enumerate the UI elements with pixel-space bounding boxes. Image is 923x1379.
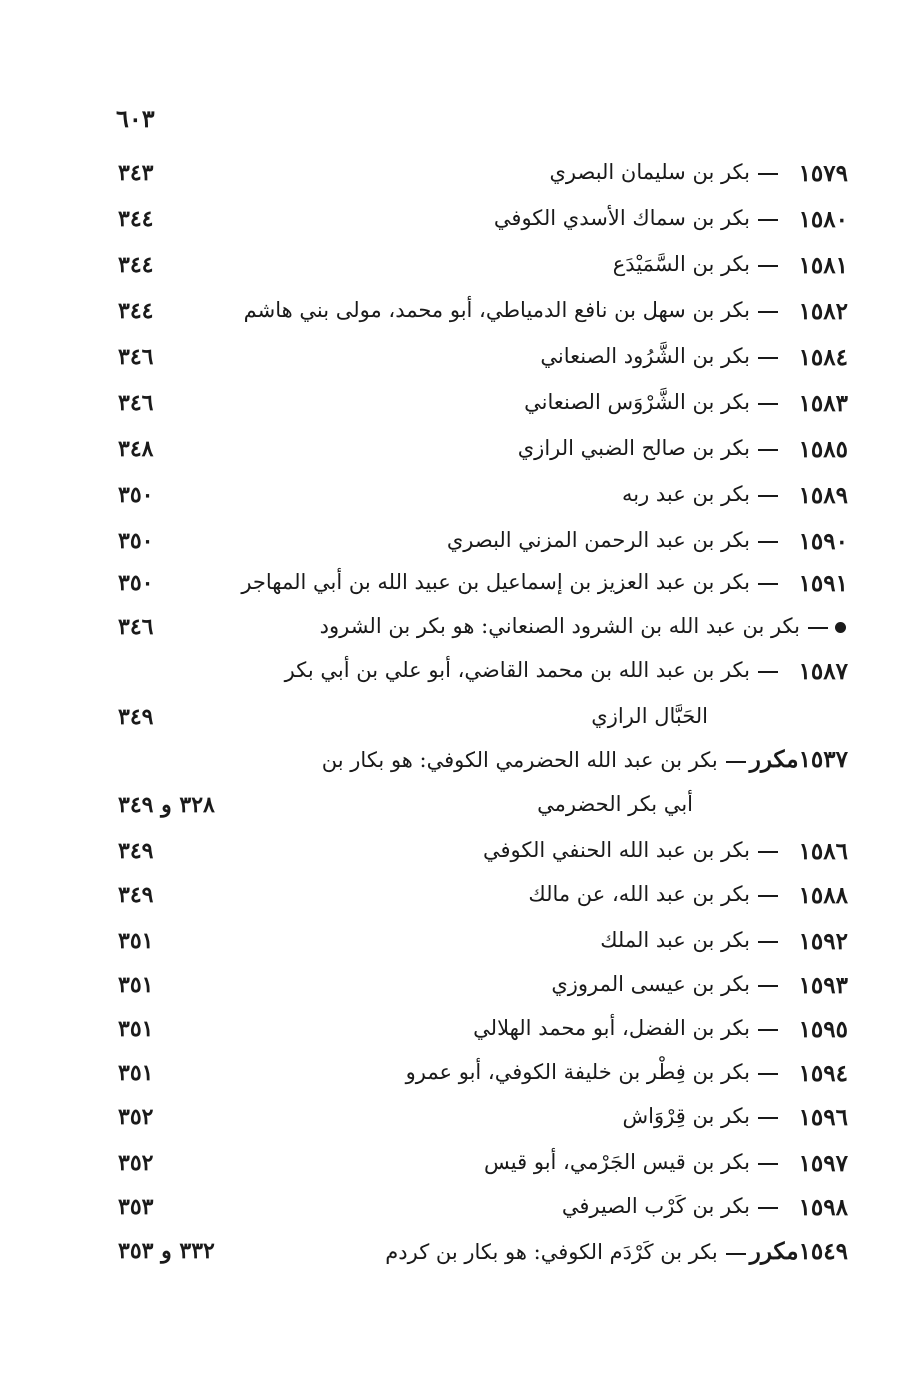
entry-number: ١٥٨٦	[798, 838, 848, 865]
page-number: ٦٠٣	[116, 104, 155, 133]
entry-pages: ٣٤٦	[118, 390, 154, 416]
entry-name: ١٥٤٩مكرربكر بن كَرْدَم الكوفي: هو بكار بن كردم	[385, 1238, 848, 1265]
entry-pages: ٣٥٠	[118, 570, 154, 596]
entry-name: بكر بن قِرْوَاش	[623, 1104, 782, 1128]
entry-number: ١٥٩٦	[798, 1104, 848, 1131]
entry-dash	[758, 265, 778, 267]
index-entry	[110, 838, 848, 882]
entry-dash	[758, 985, 778, 987]
entry-dash	[758, 219, 778, 221]
entry-dash	[758, 1207, 778, 1209]
entry-name: بكر بن الشَّرُود الصنعاني	[540, 344, 782, 368]
entry-name: بكر بن قيس الجَرْمي، أبو قيس	[484, 1150, 782, 1174]
entry-name: بكر بن عبد الله الحنفي الكوفي	[483, 838, 782, 862]
entry-name: بكر بن السَّمَيْدَع	[613, 252, 782, 276]
entry-number: ١٥٩٥	[798, 1016, 848, 1043]
entry-dash	[758, 173, 778, 175]
index-entry	[110, 206, 848, 250]
entry-pages: ٣٥٢	[118, 1150, 154, 1176]
entry-dash	[758, 1117, 778, 1119]
entry-pages: ٣٥١	[118, 928, 154, 954]
entry-number: ١٥٤٩مكرر	[749, 1238, 848, 1265]
entry-number: ١٥٩٨	[798, 1194, 848, 1221]
entry-dash	[758, 1029, 778, 1031]
entry-number: ١٥٩١	[798, 570, 848, 597]
entry-pages: ٣٥٠	[118, 482, 154, 508]
entry-number: ١٥٣٧مكرر	[749, 746, 848, 773]
entry-number: ١٥٨٤	[798, 344, 848, 371]
entry-continuation: أبي بكر الحضرمي	[537, 792, 693, 816]
entry-name: بكر بن عبد الله، عن مالك	[528, 882, 782, 906]
entry-dash	[758, 1163, 778, 1165]
entry-pages: ٣٤٦	[118, 614, 154, 640]
entry-dash	[758, 671, 778, 673]
index-entry	[110, 344, 848, 388]
entry-dash	[758, 357, 778, 359]
entry-name: بكر بن الفضل، أبو محمد الهلالي	[473, 1016, 782, 1040]
entry-pages: ٣٤٩	[118, 704, 154, 730]
entry-pages: ٣٤٦	[118, 344, 154, 370]
index-entry-repeat	[110, 1238, 848, 1282]
entry-dash	[758, 495, 778, 497]
index-entry	[110, 570, 848, 614]
index-entry	[110, 436, 848, 480]
entry-name: بكر بن صالح الضبي الرازي	[518, 436, 782, 460]
entry-name: بكر بن الشَّرْوَس الصنعاني	[524, 390, 782, 414]
entry-number: ١٥٩٧	[798, 1150, 848, 1177]
entry-number: ١٥٩٠	[798, 528, 848, 555]
entry-number: ١٥٨٩	[798, 482, 848, 509]
index-entry	[110, 298, 848, 342]
entry-continuation: الحَبَّال الرازي	[591, 704, 708, 728]
entry-dash	[758, 583, 778, 585]
entry-dash	[758, 541, 778, 543]
entry-number: ١٥٨٣	[798, 390, 848, 417]
index-entry	[110, 1150, 848, 1194]
index-entry	[110, 1060, 848, 1104]
entry-dash	[758, 449, 778, 451]
entry-pages: ٣٥١	[118, 1016, 154, 1042]
entry-name: بكر بن كَرْب الصيرفي	[562, 1194, 782, 1218]
entry-pages: ٣٤٩	[118, 882, 154, 908]
entry-dash	[808, 627, 828, 629]
entry-number: ١٥٨٠	[798, 206, 848, 233]
entry-pages: ٣٤٤	[118, 298, 154, 324]
index-entry	[110, 882, 848, 926]
bullet-icon	[835, 622, 846, 633]
index-entry	[110, 252, 848, 296]
entry-number: ١٥٩٢	[798, 928, 848, 955]
entry-pages: ٣٣٢ و ٣٥٣	[118, 1238, 215, 1264]
index-entry	[110, 528, 848, 572]
index-entry	[110, 1016, 848, 1060]
index-entry-repeat	[110, 746, 848, 790]
entry-name: بكر بن عبد الرحمن المزني البصري	[447, 528, 782, 552]
entry-pages: ٣٥٠	[118, 528, 154, 554]
entry-name: بكر بن عبد الله بن محمد القاضي، أبو علي بن أبي بكر	[285, 658, 782, 682]
index-entry	[110, 390, 848, 434]
entry-name: بكر بن عبد الملك	[600, 928, 782, 952]
entry-name: بكر بن سماك الأسدي الكوفي	[494, 206, 782, 230]
index-entry	[110, 972, 848, 1016]
entry-number: ١٥٨٧	[798, 658, 848, 685]
entry-number: ١٥٨٢	[798, 298, 848, 325]
entry-dash	[726, 1253, 746, 1255]
entry-pages: ٣٢٨ و ٣٤٩	[118, 792, 215, 818]
index-entry	[110, 160, 848, 204]
entry-pages: ٣٤٣	[118, 160, 154, 186]
entry-name: بكر بن عبد العزيز بن إسماعيل بن عبيد الله بن أبي المهاجر	[241, 570, 782, 594]
entry-pages: ٣٥٢	[118, 1104, 154, 1130]
index-entry-continuation	[110, 704, 848, 748]
entry-name: بكر بن عبد الله بن الشرود الصنعاني: هو بكر بن الشرود	[320, 614, 832, 638]
index-entry	[110, 1104, 848, 1148]
entry-dash	[758, 851, 778, 853]
entry-name: بكر بن عيسى المروزي	[551, 972, 782, 996]
entry-dash	[758, 895, 778, 897]
entry-number: ١٥٨٨	[798, 882, 848, 909]
entry-dash	[758, 941, 778, 943]
entry-dash	[726, 761, 746, 763]
entry-number: ١٥٨٥	[798, 436, 848, 463]
entry-name: ١٥٣٧مكرربكر بن عبد الله الحضرمي الكوفي: هو بكار بن	[321, 746, 848, 773]
entry-pages: ٣٤٤	[118, 206, 154, 232]
entry-name: بكر بن فِطْر بن خليفة الكوفي، أبو عمرو	[406, 1060, 782, 1084]
entry-name: بكر بن سهل بن نافع الدمياطي، أبو محمد، مولى بني هاشم	[244, 298, 782, 322]
entry-pages: ٣٥١	[118, 1060, 154, 1086]
entry-number: ١٥٩٣	[798, 972, 848, 999]
entry-pages: ٣٤٨	[118, 436, 154, 462]
index-entry	[110, 658, 848, 702]
entry-pages: ٣٤٤	[118, 252, 154, 278]
entry-number: ١٥٧٩	[798, 160, 848, 187]
entry-name: بكر بن عبد ربه	[622, 482, 782, 506]
entry-number: ١٥٨١	[798, 252, 848, 279]
index-entry-continuation	[110, 792, 848, 836]
entry-name: بكر بن سليمان البصري	[549, 160, 782, 184]
index-entry	[110, 1194, 848, 1238]
index-entry	[110, 482, 848, 526]
entry-dash	[758, 311, 778, 313]
index-entry-crossref	[110, 614, 848, 658]
entry-pages: ٣٥٣	[118, 1194, 154, 1220]
entry-pages: ٣٥١	[118, 972, 154, 998]
entry-dash	[758, 1073, 778, 1075]
entry-number: ١٥٩٤	[798, 1060, 848, 1087]
entry-dash	[758, 403, 778, 405]
entry-pages: ٣٤٩	[118, 838, 154, 864]
index-entry	[110, 928, 848, 972]
